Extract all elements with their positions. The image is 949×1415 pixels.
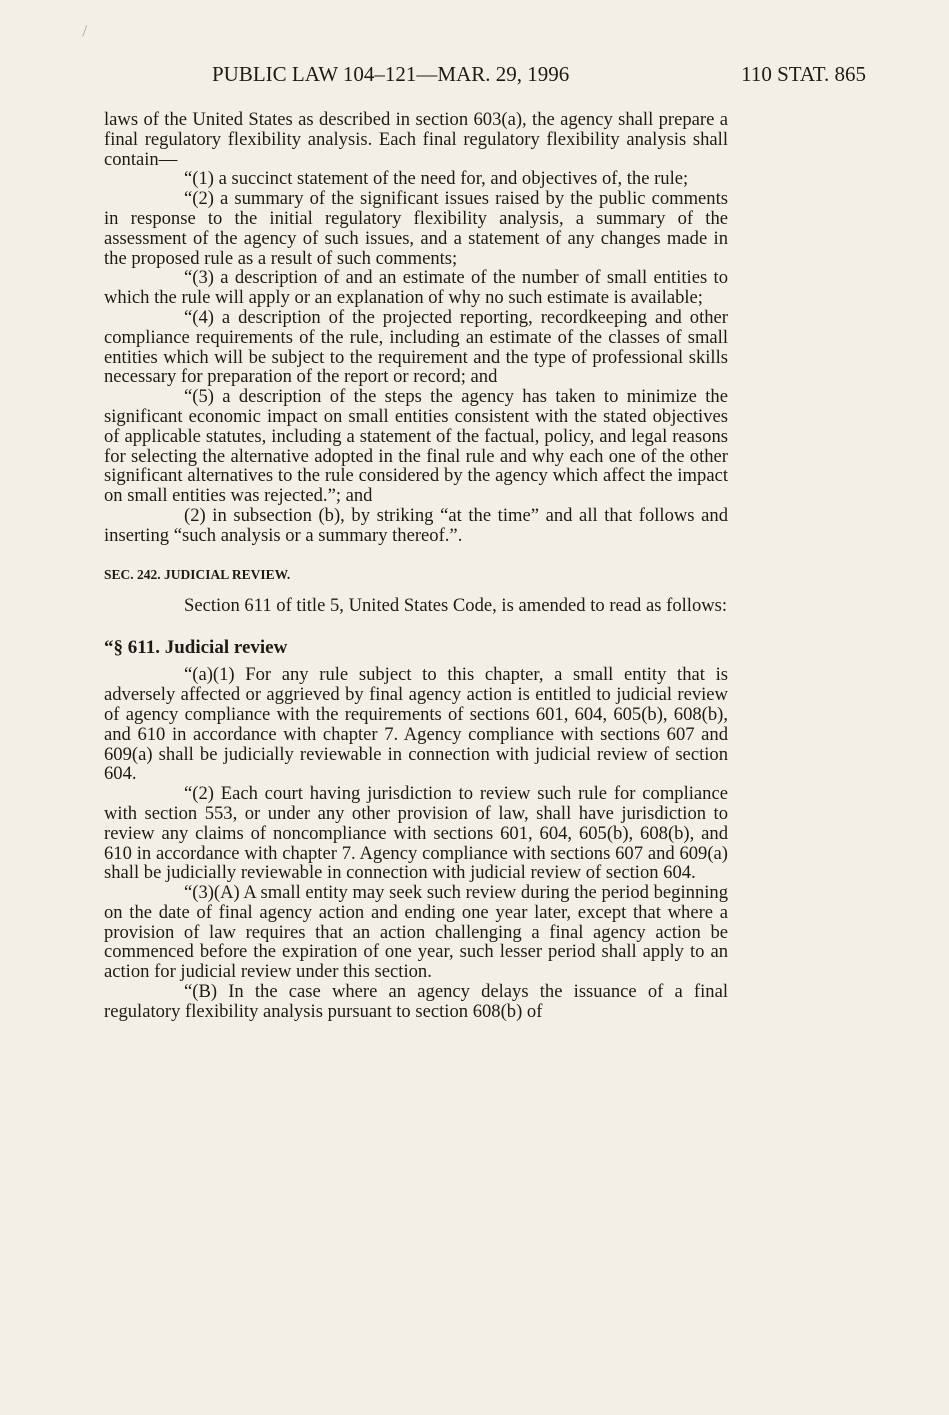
amendment-item-2: (2) in subsection (b), by striking “at the time” and all that follows and inserting “such analysis or a summary thereof.”. xyxy=(104,504,728,546)
document-body xyxy=(104,110,728,1022)
margin-mark xyxy=(82,25,93,39)
header-stat-citation: 110 STAT. 865 xyxy=(741,62,866,86)
page-header xyxy=(104,60,866,88)
list-item-3: “(3) a description of and an estimate of the number of small entities to which the rule will apply or an explanation of why no such estimate is available; xyxy=(104,267,728,309)
list-item-5: “(5) a description of the steps the agency has taken to minimize the significant economic impact on small entities consistent with the stated objectives of applicable statutes, including a statement of the factual, policy, and legal reasons for selecting the alternative adopted in the final rule and why each one of the other significant alternatives to the rule considered by the agency which affect the impact on small entities was rejected.”; and xyxy=(104,386,728,507)
paragraph-a2: “(2) Each court having jurisdiction to review such rule for compliance with section 553, or under any other provision of law, shall have jurisdiction to review any claims of noncompliance with sections 601, 604, 605(b), 608(b), and 610 in accordance with chapter 7. Agency compliance with sections 607 and 609(a) shall be judicially reviewable in connection with judicial review of section 604. xyxy=(104,783,728,884)
paragraph-a3A: “(3)(A) A small entity may seek such review during the period beginning on the date of final agency action and ending one year later, except that where a provision of law requires that an action challenging a final agency action be commenced before the expiration of one year, such lesser period shall apply to an action for judicial review under this section. xyxy=(104,882,728,983)
paragraph-a3B: “(B) In the case where an agency delays the issuance of a final regulatory flexibility analysis pursuant to section 608(b) of xyxy=(104,981,728,1022)
list-item-2: “(2) a summary of the significant issues raised by the public comments in response to the initial regulatory flexibility analysis, a summary of the assessment of the agency of such issues, and a statement of any changes made in the proposed rule as a result of such comments; xyxy=(104,188,728,269)
section-intro: Section 611 of title 5, United States Code, is amended to read as follows: xyxy=(184,594,728,616)
paragraph-a1: “(a)(1) For any rule subject to this chapter, a small entity that is adversely affected or aggrieved by final agency action is entitled to judicial review of agency compliance with the requirements of sections 601, 604, 605(b), 608(b), and 610 in accordance with chapter 7. Agency compliance with sections 607 and 609(a) shall be judicially reviewable in connection with judicial review of section 604. xyxy=(104,664,728,785)
subsection-heading: “§ 611. Judicial review xyxy=(104,637,288,659)
header-title: PUBLIC LAW 104–121—MAR. 29, 1996 xyxy=(212,62,570,86)
section-heading: SEC. 242. JUDICIAL REVIEW. xyxy=(104,566,291,582)
intro-paragraph: laws of the United States as described in section 603(a), the agency shall prepare a final regulatory flexibility analysis. Each final regulatory flexibility analysis shall contain— xyxy=(104,109,728,170)
list-item-4: “(4) a description of the projected reporting, recordkeeping and other compliance requirements of the rule, including an estimate of the classes of small entities which will be subject to the requirement and the type of professional skills necessary for preparation of the report or record; and xyxy=(104,306,728,388)
list-item-1: “(1) a succinct statement of the need for, and objectives of, the rule; xyxy=(184,168,689,190)
